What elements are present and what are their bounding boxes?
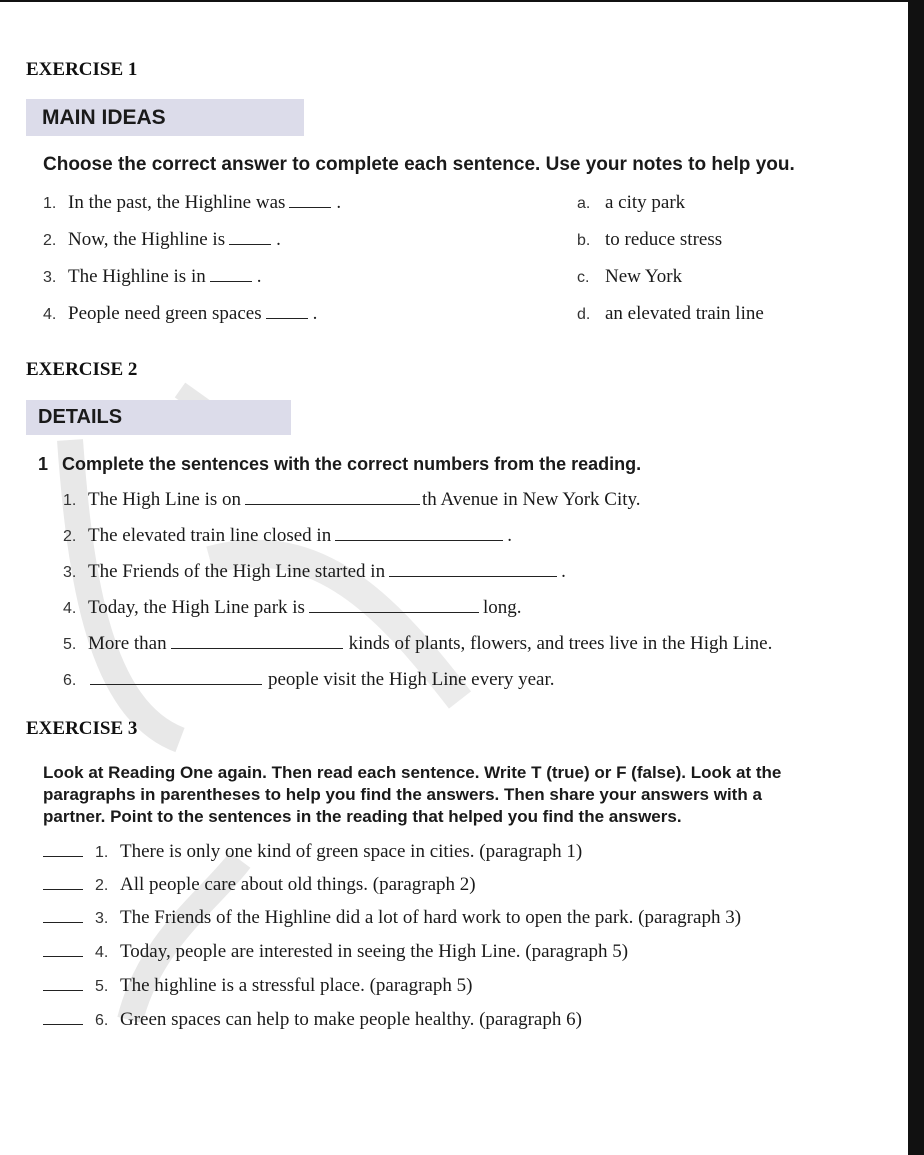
answer-blank[interactable]: [90, 670, 262, 685]
details-item: [63, 669, 555, 691]
item-text-before: Today, the High Line park is: [88, 597, 305, 618]
item-text: People need green spaces: [68, 303, 262, 324]
details-item: [63, 489, 641, 511]
item-text-after: .: [507, 525, 512, 546]
item-text-before: The High Line is on: [88, 489, 242, 510]
option-letter: a.: [577, 195, 591, 212]
option-text: to reduce stress: [605, 229, 723, 250]
item-number: 3.: [63, 564, 77, 581]
answer-blank[interactable]: [43, 842, 83, 857]
item-text-before: More than: [88, 633, 167, 654]
item-number: 2.: [95, 877, 109, 894]
details-item: [63, 633, 772, 655]
option-letter: b.: [577, 232, 591, 249]
item-text: The Friends of the Highline did a lot of hard work to open the park. (paragraph 3): [120, 907, 742, 928]
exercise-1-instruction: Choose the correct answer to complete each sentence. Use your notes to help you.: [43, 154, 795, 175]
item-number: 4.: [43, 306, 57, 323]
answer-blank[interactable]: [43, 942, 83, 957]
right-edge-bar: [908, 0, 924, 1155]
item-text-after: .: [561, 561, 566, 582]
item-number: 1.: [63, 492, 77, 509]
main-ideas-item: [43, 266, 261, 288]
main-ideas-item: [43, 303, 317, 325]
item-number: 6.: [95, 1012, 109, 1029]
answer-blank[interactable]: [335, 526, 503, 541]
true-false-item: [43, 874, 476, 896]
details-item: [63, 597, 521, 619]
true-false-item: [43, 1009, 582, 1031]
exercise-2-instruction: [38, 454, 641, 475]
answer-option: [577, 303, 764, 325]
true-false-item: [43, 975, 472, 997]
item-text-after: people visit the High Line every year.: [268, 669, 555, 690]
option-text: an elevated train line: [605, 303, 764, 324]
option-letter: d.: [577, 306, 591, 323]
item-after: .: [312, 303, 318, 324]
main-ideas-item: [43, 192, 341, 214]
item-text: The Highline is in: [68, 266, 206, 287]
item-number: 5.: [95, 978, 109, 995]
answer-blank[interactable]: [389, 562, 557, 577]
option-text: a city park: [605, 192, 686, 213]
item-number: 4.: [95, 944, 109, 961]
true-false-item: [43, 841, 582, 863]
answer-blank[interactable]: [43, 908, 83, 923]
item-number: 4.: [63, 600, 77, 617]
item-text: Now, the Highline is: [68, 229, 226, 250]
item-text: In the past, the Highline was: [68, 192, 286, 213]
answer-blank[interactable]: [309, 598, 479, 613]
answer-blank[interactable]: [43, 976, 83, 991]
instruction-number: 1: [38, 454, 49, 474]
details-item: [63, 525, 512, 547]
item-number: 1.: [95, 844, 109, 861]
item-text: Green spaces can help to make people healthy. (paragraph 6): [120, 1009, 582, 1030]
item-text-before: The Friends of the High Line started in: [88, 561, 386, 582]
answer-blank[interactable]: [245, 490, 420, 505]
exercise-2-heading: EXERCISE 2: [26, 359, 138, 380]
item-number: 2.: [43, 232, 57, 249]
answer-blank[interactable]: [229, 230, 271, 245]
details-item: [63, 561, 566, 583]
item-number: 3.: [43, 269, 57, 286]
item-text-after: kinds of plants, flowers, and trees live in the High Line.: [348, 633, 773, 654]
item-text: Today, people are interested in seeing the High Line. (paragraph 5): [120, 941, 629, 962]
answer-blank[interactable]: [289, 193, 331, 208]
main-ideas-band: MAIN IDEAS: [26, 99, 304, 136]
instruction-text: Complete the sentences with the correct numbers from the reading.: [62, 454, 642, 474]
item-after: .: [336, 192, 342, 213]
item-number: 3.: [95, 910, 109, 927]
exercise-3-instruction: [43, 762, 781, 828]
true-false-item: [43, 907, 741, 929]
answer-option: [577, 266, 682, 288]
answer-option: [577, 229, 722, 251]
item-after: .: [256, 266, 262, 287]
item-number: 6.: [63, 672, 77, 689]
instruction-line: Look at Reading One again. Then read each sentence. Write T (true) or F (false). Look at the: [43, 763, 782, 782]
details-band: DETAILS: [26, 400, 291, 435]
answer-blank[interactable]: [210, 267, 252, 282]
item-number: 2.: [63, 528, 77, 545]
instruction-line: paragraphs in parentheses to help you find the answers. Then share your answers with a: [43, 785, 762, 804]
item-text: There is only one kind of green space in cities. (paragraph 1): [120, 841, 583, 862]
item-text-after: th Avenue in New York City.: [422, 489, 641, 510]
true-false-item: [43, 941, 628, 963]
instruction-line: partner. Point to the sentences in the reading that helped you find the answers.: [43, 807, 682, 826]
option-letter: c.: [577, 269, 590, 286]
answer-blank[interactable]: [171, 634, 343, 649]
item-number: 1.: [43, 195, 57, 212]
item-text: The highline is a stressful place. (paragraph 5): [120, 975, 473, 996]
item-text-before: The elevated train line closed in: [88, 525, 332, 546]
answer-option: [577, 192, 685, 214]
top-border: [0, 0, 908, 2]
answer-blank[interactable]: [43, 1010, 83, 1025]
item-text-after: long.: [482, 597, 522, 618]
option-text: New York: [605, 266, 683, 287]
item-text: All people care about old things. (paragraph 2): [120, 874, 476, 895]
exercise-3-heading: EXERCISE 3: [26, 718, 138, 739]
item-number: 5.: [63, 636, 77, 653]
item-after: .: [276, 229, 281, 250]
answer-blank[interactable]: [43, 875, 83, 890]
answer-blank[interactable]: [266, 304, 308, 319]
main-ideas-item: [43, 229, 281, 251]
exercise-1-heading: EXERCISE 1: [26, 59, 138, 80]
